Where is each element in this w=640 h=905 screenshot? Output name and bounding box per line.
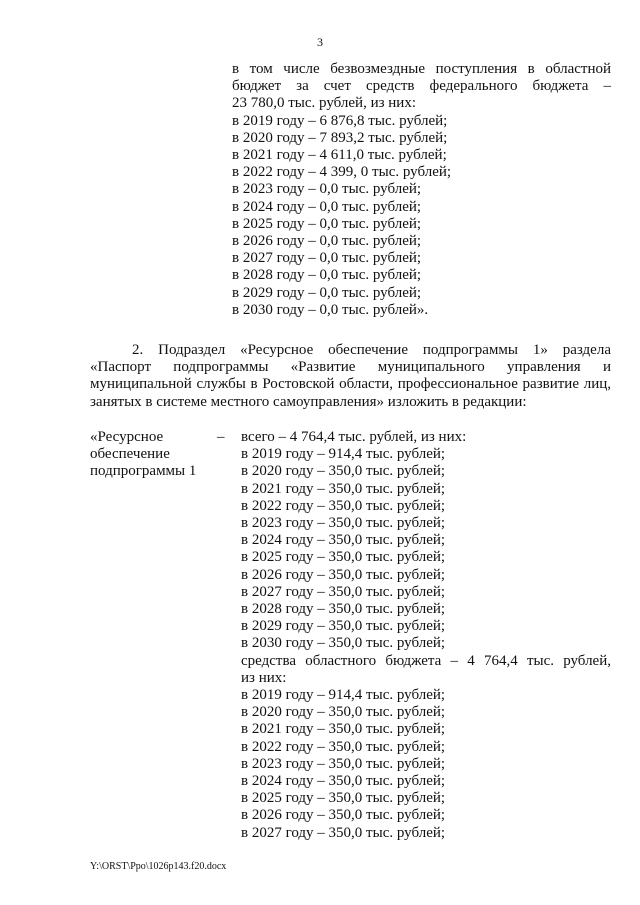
label-line: подпрограммы 1 <box>90 463 197 480</box>
year-line: в 2026 году – 350,0 тыс. рублей; <box>241 807 446 824</box>
federal-total-line: 23 780,0 тыс. рублей, из них: <box>232 95 416 112</box>
label-line: обеспечение <box>90 446 170 463</box>
paragraph-line: муниципальной службы в Ростовской области, профессиональное развитие лиц, <box>90 376 611 393</box>
label-line: «Ресурсное <box>90 429 164 445</box>
year-line: в 2021 году – 4 611,0 тыс. рублей; <box>232 147 447 164</box>
year-line: в 2026 году – 350,0 тыс. рублей; <box>241 566 446 583</box>
year-line: в 2024 году – 0,0 тыс. рублей; <box>232 198 422 215</box>
year-line: в 2025 году – 350,0 тыс. рублей; <box>241 790 446 807</box>
text-line: бюджет за счет средств федерального бюджета – <box>232 78 611 95</box>
year-line: в 2029 году – 0,0 тыс. рублей; <box>232 284 422 301</box>
year-line: в 2020 году – 7 893,2 тыс. рублей; <box>232 129 448 146</box>
year-line: в 2027 году – 350,0 тыс. рублей; <box>241 824 446 841</box>
regional-budget-line-2: из них: <box>241 669 287 686</box>
year-line: в 2025 году – 0,0 тыс. рублей; <box>232 215 422 232</box>
year-line: в 2023 году – 350,0 тыс. рублей; <box>241 515 446 532</box>
year-line: в 2020 году – 350,0 тыс. рублей; <box>241 704 446 721</box>
year-line: в 2023 году – 0,0 тыс. рублей; <box>232 181 422 198</box>
resource-section-label <box>90 429 215 481</box>
year-line: в 2030 году – 0,0 тыс. рублей». <box>232 301 429 318</box>
year-line: в 2028 году – 0,0 тыс. рублей; <box>232 267 422 284</box>
total-line: всего – 4 764,4 тыс. рублей, из них: <box>241 429 467 445</box>
year-line: в 2024 году – 350,0 тыс. рублей; <box>241 532 446 549</box>
year-line: в 2023 году – 350,0 тыс. рублей; <box>241 755 446 772</box>
year-line: в 2022 году – 350,0 тыс. рублей; <box>241 738 446 755</box>
regional-budget-line: средства областного бюджета – 4 764,4 тыс. рублей, <box>241 652 611 669</box>
year-line: в 2022 году – 350,0 тыс. рублей; <box>241 497 446 514</box>
label-dash: – <box>217 429 225 445</box>
year-line: в 2022 году – 4 399, 0 тыс. рублей; <box>232 164 452 181</box>
year-line: в 2025 году – 350,0 тыс. рублей; <box>241 549 446 566</box>
year-line: в 2027 году – 350,0 тыс. рублей; <box>241 583 446 600</box>
year-line: в 2021 году – 350,0 тыс. рублей; <box>241 721 446 738</box>
resource-section-values <box>241 429 611 842</box>
federal-funding-block <box>232 61 611 319</box>
year-line: в 2030 году – 350,0 тыс. рублей; <box>241 635 446 652</box>
year-line: в 2019 году – 6 876,8 тыс. рублей; <box>232 112 448 129</box>
page-number: 3 <box>317 35 323 49</box>
year-line: в 2019 году – 914,4 тыс. рублей; <box>241 687 446 704</box>
year-line: в 2019 году – 914,4 тыс. рублей; <box>241 446 446 463</box>
year-line: в 2027 году – 0,0 тыс. рублей; <box>232 250 422 267</box>
year-line: в 2024 году – 350,0 тыс. рублей; <box>241 773 446 790</box>
text-line: в том числе безвозмездные поступления в областной <box>232 61 611 77</box>
file-path-footer: Y:\ORST\Ppo\1026p143.f20.docx <box>90 861 227 872</box>
paragraph-line: занятых в системе местного самоуправления» изложить в редакции: <box>90 393 527 410</box>
year-line: в 2029 году – 350,0 тыс. рублей; <box>241 618 446 635</box>
year-line: в 2021 году – 350,0 тыс. рублей; <box>241 480 446 497</box>
year-line: в 2020 году – 350,0 тыс. рублей; <box>241 463 446 480</box>
paragraph-line: «Паспорт подпрограммы «Развитие муниципального управления и <box>90 359 611 376</box>
year-line: в 2026 году – 0,0 тыс. рублей; <box>232 233 422 250</box>
year-line: в 2028 году – 350,0 тыс. рублей; <box>241 601 446 618</box>
amendment-paragraph-2 <box>90 342 611 411</box>
paragraph-line: 2. Подраздел «Ресурсное обеспечение подпрограммы 1» раздела <box>132 342 611 358</box>
